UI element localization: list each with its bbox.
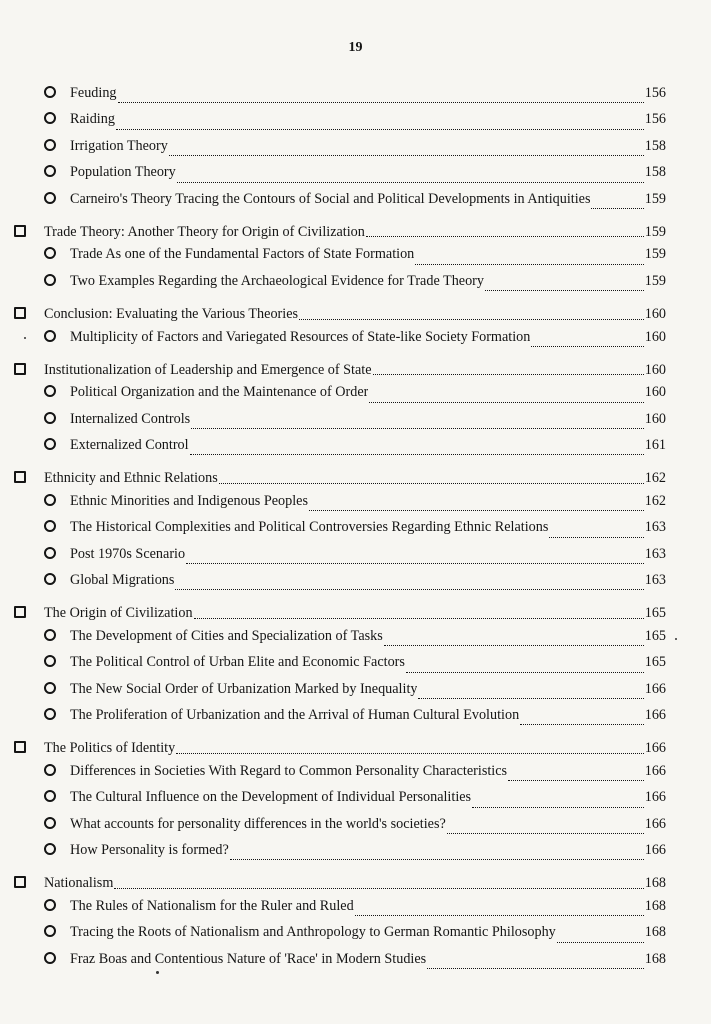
circle-bullet-icon — [44, 707, 70, 723]
dot-leader — [485, 289, 644, 291]
toc-entry-page: 162 — [644, 492, 666, 509]
dot-leader — [116, 128, 644, 130]
toc-entry-title: Multiplicity of Factors and Variegated Resources of State-like Society Formation — [70, 328, 531, 345]
square-bullet-icon — [14, 605, 44, 621]
toc-entry-page: 168 — [644, 875, 666, 892]
scan-speck — [675, 638, 677, 640]
toc-entry-page: 165 — [644, 605, 666, 622]
toc-entry-page: 160 — [644, 328, 666, 345]
toc-entry-title: How Personality is formed? — [70, 841, 229, 858]
dot-leader — [520, 723, 644, 725]
circle-bullet-icon — [44, 951, 70, 967]
dot-leader — [114, 887, 643, 889]
dot-leader — [418, 697, 643, 699]
toc-entry-title: What accounts for personality differences in the world's societies? — [70, 815, 446, 832]
toc-subsection-entry — [14, 763, 666, 789]
circle-bullet-icon — [44, 85, 70, 101]
toc-entry-title: Ethnic Minorities and Indigenous Peoples — [70, 492, 309, 509]
toc-entry-title: Differences in Societies With Regard to Common Personality Characteristics — [70, 762, 508, 779]
dot-leader — [194, 617, 644, 619]
page-number: 19 — [348, 40, 363, 55]
toc-entry-title: The Rules of Nationalism for the Ruler and Ruled — [70, 897, 354, 914]
toc-entry-title: Global Migrations — [70, 572, 175, 589]
toc-entry-page: 166 — [644, 680, 666, 697]
toc-entry-page: 168 — [644, 924, 666, 941]
toc-entry-title: The New Social Order of Urbanization Marked by Inequality — [70, 680, 418, 697]
circle-bullet-icon — [44, 546, 70, 562]
toc-entry-page: 159 — [644, 246, 666, 263]
toc-subsection-entry — [14, 519, 666, 545]
toc-entry-title: The Development of Cities and Specialization of Tasks — [70, 627, 383, 644]
toc-entry-page: 166 — [644, 762, 666, 779]
toc-entry-page: 162 — [644, 470, 666, 487]
toc-subsection-entry — [14, 816, 666, 842]
toc-subsection-entry — [14, 654, 666, 680]
toc-entry-title: The Cultural Influence on the Development of Individual Personalities — [70, 789, 472, 806]
toc-entry-title: Irrigation Theory — [70, 137, 168, 154]
square-bullet-icon — [14, 362, 44, 378]
toc-entry-page: 156 — [644, 85, 666, 101]
dot-leader — [118, 101, 644, 103]
toc-section-entry — [14, 868, 666, 897]
square-bullet-icon — [14, 224, 44, 240]
dot-leader — [190, 453, 644, 455]
toc-subsection-entry — [14, 572, 666, 598]
toc-subsection-entry — [14, 546, 666, 572]
circle-bullet-icon — [44, 384, 70, 400]
toc-entry-title: The Historical Complexities and Political Controversies Regarding Ethnic Relations — [70, 519, 549, 536]
toc-entry-page: 163 — [644, 519, 666, 536]
toc-subsection-entry — [14, 493, 666, 519]
circle-bullet-icon — [44, 816, 70, 832]
toc-subsection-entry — [14, 842, 666, 868]
circle-bullet-icon — [44, 111, 70, 127]
toc-subsection-entry — [14, 628, 666, 654]
circle-bullet-icon — [44, 273, 70, 289]
dot-leader — [186, 562, 644, 564]
toc-entry-page: 156 — [644, 111, 666, 128]
dot-leader — [219, 482, 644, 484]
toc-entry-title: The Politics of Identity — [44, 740, 176, 757]
dot-leader — [549, 536, 643, 538]
toc-subsection-entry — [14, 924, 666, 950]
circle-bullet-icon — [44, 898, 70, 914]
toc-entry-page: 160 — [644, 305, 666, 322]
toc-entry-page: 163 — [644, 545, 666, 562]
toc-entry-page: 163 — [644, 572, 666, 589]
toc-section-entry — [14, 217, 666, 246]
toc-subsection-entry — [14, 138, 666, 164]
toc-entry-title: The Proliferation of Urbanization and the Arrival of Human Cultural Evolution — [70, 706, 520, 723]
circle-bullet-icon — [44, 681, 70, 697]
toc-entry-title: Nationalism — [44, 875, 114, 892]
dot-leader — [406, 671, 644, 673]
dot-leader — [177, 181, 644, 183]
dot-leader — [415, 263, 643, 265]
toc-subsection-entry — [14, 681, 666, 707]
toc-entry-title: Tracing the Roots of Nationalism and Anthropology to German Romantic Philosophy — [70, 924, 556, 941]
dot-leader — [169, 154, 644, 156]
toc-entry-page: 166 — [644, 789, 666, 806]
toc-subsection-entry — [14, 111, 666, 137]
toc-entry-title: The Political Control of Urban Elite and Economic Factors — [70, 654, 405, 671]
toc-section-entry — [14, 598, 666, 627]
toc-entry-title: Conclusion: Evaluating the Various Theories — [44, 305, 299, 322]
square-bullet-icon — [14, 740, 44, 756]
toc-subsection-entry — [14, 411, 666, 437]
dot-leader — [427, 967, 644, 969]
toc-entry-page: 159 — [644, 190, 666, 207]
scan-speck — [24, 337, 26, 339]
toc-entry-title: Carneiro's Theory Tracing the Contours of Social and Political Developments in Antiquities — [70, 190, 591, 207]
toc-subsection-entry — [14, 246, 666, 272]
toc-entry-page: 160 — [644, 410, 666, 427]
toc-entry-title: Population Theory — [70, 164, 176, 181]
toc-entry-title: Institutionalization of Leadership and Emergence of State — [44, 361, 372, 378]
toc-entry-title: Post 1970s Scenario — [70, 545, 186, 562]
dot-leader — [191, 427, 644, 429]
dot-leader — [176, 752, 644, 754]
square-bullet-icon — [14, 875, 44, 891]
dot-leader — [309, 509, 644, 511]
circle-bullet-icon — [44, 329, 70, 345]
dot-leader — [230, 858, 644, 860]
dot-leader — [531, 345, 643, 347]
toc-subsection-entry — [14, 951, 666, 977]
toc-entry-page: 166 — [644, 740, 666, 757]
toc-entry-title: Internalized Controls — [70, 410, 191, 427]
circle-bullet-icon — [44, 842, 70, 858]
toc-entry-title: Political Organization and the Maintenance of Order — [70, 384, 369, 401]
dot-leader — [508, 779, 644, 781]
toc-entry-title: Fraz Boas and Contentious Nature of 'Race' in Modern Studies — [70, 950, 427, 967]
toc-entry-title: Feuding — [70, 85, 117, 101]
circle-bullet-icon — [44, 763, 70, 779]
circle-bullet-icon — [44, 628, 70, 644]
toc-subsection-entry — [14, 707, 666, 733]
toc-entry-page: 160 — [644, 384, 666, 401]
dot-leader — [175, 588, 643, 590]
dot-leader — [472, 806, 644, 808]
square-bullet-icon — [14, 306, 44, 322]
toc-entry-page: 159 — [644, 223, 666, 240]
circle-bullet-icon — [44, 411, 70, 427]
dot-leader — [366, 235, 644, 237]
toc-subsection-entry — [14, 85, 666, 111]
dot-leader — [591, 207, 643, 209]
toc-entry-title: Trade Theory: Another Theory for Origin of Civilization — [44, 223, 365, 240]
toc-entry-page: 158 — [644, 137, 666, 154]
square-bullet-icon — [14, 470, 44, 486]
toc-entry-page: 161 — [644, 437, 666, 454]
toc-section-entry — [14, 355, 666, 384]
toc-entry-title: Raiding — [70, 111, 115, 128]
toc-entry-page: 158 — [644, 164, 666, 181]
dot-leader — [355, 914, 644, 916]
toc-subsection-entry — [14, 191, 666, 217]
toc-entry-page: 168 — [644, 950, 666, 967]
circle-bullet-icon — [44, 924, 70, 940]
circle-bullet-icon — [44, 138, 70, 154]
toc-subsection-entry — [14, 273, 666, 299]
toc-section-entry — [14, 299, 666, 328]
toc-subsection-entry — [14, 898, 666, 924]
circle-bullet-icon — [44, 789, 70, 805]
toc-entry-page: 168 — [644, 897, 666, 914]
toc-entry-page: 166 — [644, 706, 666, 723]
dot-leader — [447, 832, 644, 834]
circle-bullet-icon — [44, 191, 70, 207]
toc-subsection-entry — [14, 789, 666, 815]
toc-section-entry — [14, 733, 666, 762]
circle-bullet-icon — [44, 519, 70, 535]
toc-entry-page: 166 — [644, 815, 666, 832]
toc-entry-title: Externalized Control — [70, 437, 189, 454]
circle-bullet-icon — [44, 437, 70, 453]
toc-entry-page: 165 — [644, 654, 666, 671]
circle-bullet-icon — [44, 493, 70, 509]
toc-entry-title: Ethnicity and Ethnic Relations — [44, 470, 218, 487]
circle-bullet-icon — [44, 572, 70, 588]
scan-speck — [156, 971, 159, 974]
toc-entry-page: 159 — [644, 272, 666, 289]
toc-entry-title: Two Examples Regarding the Archaeological Evidence for Trade Theory — [70, 272, 484, 289]
toc-entry-page: 166 — [644, 841, 666, 858]
circle-bullet-icon — [44, 654, 70, 670]
circle-bullet-icon — [44, 246, 70, 262]
dot-leader — [373, 373, 644, 375]
toc-subsection-entry — [14, 384, 666, 410]
table-of-contents — [14, 85, 666, 977]
dot-leader — [557, 941, 644, 943]
toc-entry-page: 165 — [644, 627, 666, 644]
dot-leader — [384, 644, 644, 646]
toc-entry-page: 160 — [644, 361, 666, 378]
toc-subsection-entry — [14, 437, 666, 463]
toc-subsection-entry — [14, 329, 666, 355]
toc-entry-title: The Origin of Civilization — [44, 605, 193, 622]
dot-leader — [369, 401, 643, 403]
circle-bullet-icon — [44, 164, 70, 180]
toc-entry-title: Trade As one of the Fundamental Factors of State Formation — [70, 246, 415, 263]
dot-leader — [299, 318, 644, 320]
toc-subsection-entry — [14, 164, 666, 190]
toc-section-entry — [14, 463, 666, 492]
